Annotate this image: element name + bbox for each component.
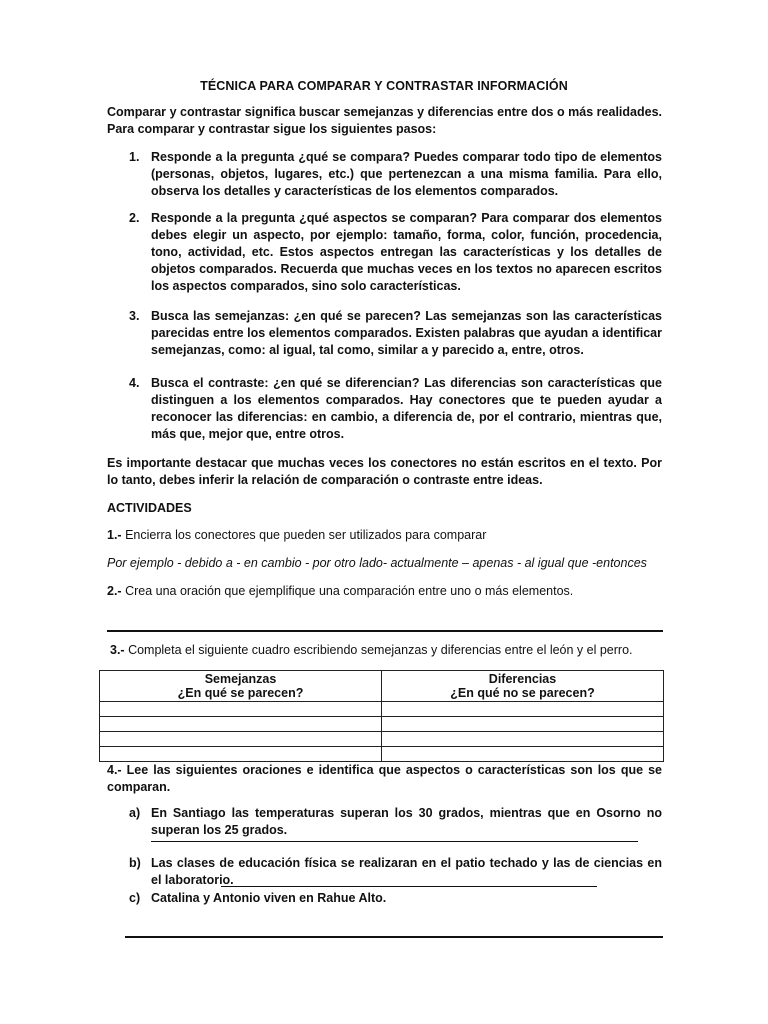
activity-number: 2.-: [107, 584, 122, 598]
comparison-table: [99, 670, 664, 762]
activity-text: Lee las siguientes oraciones e identifica que aspectos o características son los que se comparan.: [107, 763, 662, 794]
table-header-diferencias: [382, 671, 664, 702]
header-line: Semejanzas: [204, 672, 277, 686]
table-cell[interactable]: [100, 747, 382, 762]
activities-heading: ACTIVIDADES: [107, 501, 192, 515]
sentence-item: [107, 855, 662, 889]
table-header-row: [100, 671, 664, 702]
header-line: ¿En qué se parecen?: [177, 686, 304, 700]
sentence-text: Las clases de educación física se realizaran en el patio techado y las de ciencias en el laboratorio.: [151, 856, 662, 887]
step-text: Busca el contraste: ¿en qué se diferencian? Las diferencias son características que distinguen a los elementos comparados. Hay conectores que te pueden ayudar a reconocer las diferencias: en cambio, a diferencia de, por el contrario, mientras que, más que, mejor que, entre otros.: [151, 376, 662, 441]
step-item: [107, 308, 662, 359]
step-item: [107, 375, 662, 443]
table-row: [100, 732, 664, 747]
header-line: ¿En qué no se parecen?: [450, 686, 595, 700]
step-text: Busca las semejanzas: ¿en qué se parecen? Las semejanzas son las características parecidas entre los elementos comparados. Existen palabras que ayudan a identificar semejanzas, como: al igual, tal como, similar a y parecido a, entre, otros.: [151, 309, 662, 357]
activity-4: [107, 762, 662, 796]
sentence-item: [107, 890, 662, 907]
activity-text: Crea una oración que ejemplifique una comparación entre uno o más elementos.: [121, 584, 574, 598]
answer-line[interactable]: [221, 886, 597, 887]
table-cell[interactable]: [382, 702, 664, 717]
sentence-letter: a): [129, 806, 141, 820]
step-number: 2.: [129, 211, 140, 225]
header-line: Diferencias: [488, 672, 557, 686]
table-cell[interactable]: [382, 747, 664, 762]
table-cell[interactable]: [382, 732, 664, 747]
intro-paragraph: Comparar y contrastar significa buscar semejanzas y diferencias entre dos o más realidades. Para comparar y contrastar sigue los siguientes pasos:: [107, 105, 662, 136]
answer-line[interactable]: [125, 936, 663, 938]
step-text: Responde a la pregunta ¿qué aspectos se comparan? Para comparar dos elementos debes elegir un aspecto, por ejemplo: tamaño, forma, color, función, procedencia, tono, actividad, etc. Estos aspectos entregan las características y los detalles de objetos comparados. Recuerda que muchas veces en los textos no aparecen escritos los aspectos comparados, sino solo características.: [151, 211, 662, 293]
table-cell[interactable]: [100, 732, 382, 747]
table-row: [100, 717, 664, 732]
sentence-letter: c): [129, 891, 141, 905]
answer-line[interactable]: [107, 630, 663, 632]
step-number: 3.: [129, 309, 140, 323]
sentence-letter: b): [129, 856, 141, 870]
table-row: [100, 747, 664, 762]
activity-3: [110, 642, 665, 659]
table-row: [100, 702, 664, 717]
activity-number: 1.-: [107, 528, 122, 542]
sentence-text: En Santiago las temperaturas superan los 30 grados, mientras que en Osorno no superan los 25 grados.: [151, 806, 662, 837]
step-number: 4.: [129, 376, 140, 390]
important-note: Es importante destacar que muchas veces los conectores no están escritos en el texto. Por lo tanto, debes inferir la relación de comparación o contraste entre ideas.: [107, 456, 662, 487]
table-header-semejanzas: [100, 671, 382, 702]
activity-number: 4.-: [107, 763, 122, 777]
sentence-text: Catalina y Antonio viven en Rahue Alto.: [151, 891, 387, 905]
step-item: [107, 149, 662, 200]
step-text: Responde a la pregunta ¿qué se compara? Puedes comparar todo tipo de elementos (personas, objetos, lugares, etc.) que pertenezcan a una misma familia. Para ello, observa los detalles y características de los elementos comparados.: [151, 150, 662, 198]
activity-1: [107, 527, 662, 544]
activity-number: 3.-: [110, 643, 125, 657]
document-title: TÉCNICA PARA COMPARAR Y CONTRASTAR INFORMACIÓN: [200, 79, 568, 93]
step-number: 1.: [129, 150, 140, 164]
sentence-item: [107, 805, 662, 839]
activity-text: Completa el siguiente cuadro escribiendo semejanzas y diferencias entre el león y el perro.: [124, 643, 633, 657]
activity-2: [107, 583, 662, 600]
table-cell[interactable]: [100, 702, 382, 717]
step-item: [107, 210, 662, 295]
activity-text: Encierra los conectores que pueden ser utilizados para comparar: [121, 528, 487, 542]
answer-line[interactable]: [151, 841, 638, 842]
table-cell[interactable]: [100, 717, 382, 732]
table-cell[interactable]: [382, 717, 664, 732]
activity-1-example: Por ejemplo - debido a - en cambio - por otro lado- actualmente – apenas - al igual que -entonces: [107, 556, 647, 570]
